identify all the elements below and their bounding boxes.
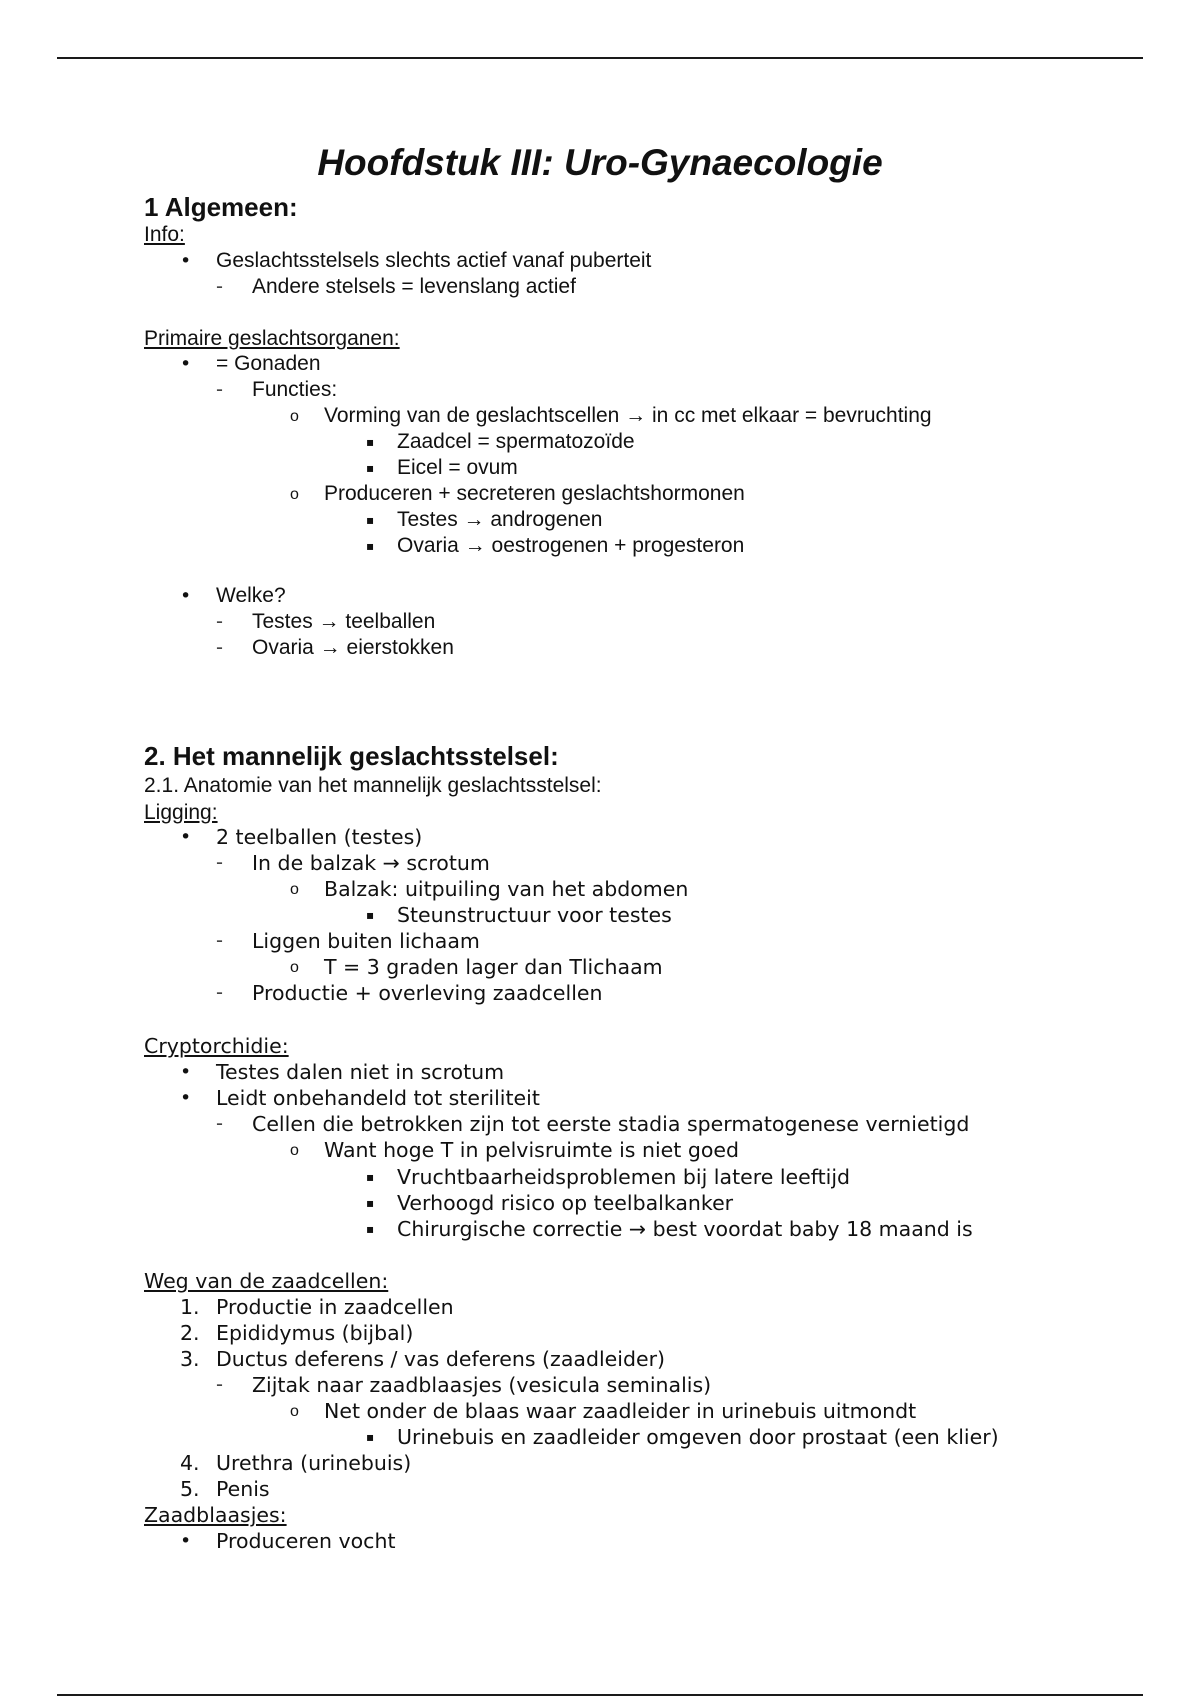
bullet-marker: • xyxy=(180,826,192,848)
bullet-marker: • xyxy=(180,353,192,375)
footer-rule xyxy=(57,1694,1143,1696)
list-item: Ductus deferens / vas deferens (zaadleider) xyxy=(216,1347,666,1371)
list-item: Steunstructuur voor testes xyxy=(397,903,672,927)
list-item: Liggen buiten lichaam xyxy=(252,929,480,953)
list-item: In de balzak → scrotum xyxy=(252,851,490,875)
label-info: Info: xyxy=(144,223,185,246)
list-item: = Gonaden xyxy=(216,352,321,375)
square-marker: ▪ xyxy=(366,908,375,922)
section-heading-mannelijk: 2. Het mannelijk geslachtsstelsel: xyxy=(144,741,559,771)
label-zaadblaasjes: Zaadblaasjes: xyxy=(144,1503,287,1527)
square-marker: ▪ xyxy=(366,435,375,449)
list-item: Testes → androgenen xyxy=(397,508,603,531)
section-heading-algemeen: 1 Algemeen: xyxy=(144,192,298,222)
dash-marker: - xyxy=(216,851,223,874)
list-item: Welke? xyxy=(216,584,286,607)
list-number: 3. xyxy=(180,1347,200,1371)
list-item: Cellen die betrokken zijn tot eerste stadia spermatogenese vernietigd xyxy=(252,1112,970,1136)
list-item: Penis xyxy=(216,1477,270,1501)
list-item: Andere stelsels = levenslang actief xyxy=(252,275,576,298)
circle-marker: o xyxy=(290,1142,299,1159)
list-item: 2 teelballen (testes) xyxy=(216,825,423,849)
label-ligging: Ligging: xyxy=(144,801,218,824)
circle-marker: o xyxy=(290,959,299,976)
dash-marker: - xyxy=(216,981,223,1004)
label-weg-van-de-zaadcellen: Weg van de zaadcellen: xyxy=(144,1269,389,1293)
square-marker: ▪ xyxy=(366,513,375,527)
list-item: Chirurgische correctie → best voordat baby 18 maand is xyxy=(397,1217,973,1241)
list-number: 4. xyxy=(180,1451,200,1475)
list-number: 2. xyxy=(180,1321,200,1345)
circle-marker: o xyxy=(290,408,299,425)
square-marker: ▪ xyxy=(366,539,375,553)
list-item: Ovaria → eierstokken xyxy=(252,636,454,659)
list-item: Vruchtbaarheidsproblemen bij latere leeftijd xyxy=(397,1165,851,1189)
list-item: Vorming van de geslachtscellen → in cc met elkaar = bevruchting xyxy=(324,404,932,427)
list-item: T = 3 graden lager dan Tlichaam xyxy=(324,955,663,979)
list-item: Produceren + secreteren geslachtshormonen xyxy=(324,482,745,505)
dash-marker: - xyxy=(216,378,223,401)
list-item: Eicel = ovum xyxy=(397,456,518,479)
list-item: Verhoogd risico op teelbalkanker xyxy=(397,1191,734,1215)
list-number: 1. xyxy=(180,1295,200,1319)
list-item: Zaadcel = spermatozoïde xyxy=(397,430,635,453)
circle-marker: o xyxy=(290,1403,299,1420)
square-marker: ▪ xyxy=(366,1170,375,1184)
subsection-heading-anatomie: 2.1. Anatomie van het mannelijk geslachtsstelsel: xyxy=(144,774,602,797)
square-marker: ▪ xyxy=(366,1222,375,1236)
page-title: Hoofdstuk III: Uro-Gynaecologie xyxy=(317,142,883,183)
list-number: 5. xyxy=(180,1477,200,1501)
circle-marker: o xyxy=(290,881,299,898)
list-item: Ovaria → oestrogenen + progesteron xyxy=(397,534,745,557)
label-cryptorchidie: Cryptorchidie: xyxy=(144,1034,289,1058)
list-item: Zijtak naar zaadblaasjes (vesicula seminalis) xyxy=(252,1373,712,1397)
list-item: Want hoge T in pelvisruimte is niet goed xyxy=(324,1138,739,1162)
square-marker: ▪ xyxy=(366,1430,375,1444)
list-item: Epididymus (bijbal) xyxy=(216,1321,414,1345)
list-item: Productie + overleving zaadcellen xyxy=(252,981,603,1005)
list-item: Urethra (urinebuis) xyxy=(216,1451,412,1475)
dash-marker: - xyxy=(216,1112,223,1135)
list-item: Testes dalen niet in scrotum xyxy=(216,1060,505,1084)
bullet-marker: • xyxy=(180,250,192,272)
dash-marker: - xyxy=(216,1373,223,1396)
list-item: Produceren vocht xyxy=(216,1529,396,1553)
list-item: Testes → teelballen xyxy=(252,610,436,633)
dash-marker: - xyxy=(216,275,223,298)
bullet-marker: • xyxy=(180,1087,192,1109)
list-item: Urinebuis en zaadleider omgeven door prostaat (een klier) xyxy=(397,1425,999,1449)
list-item: Geslachtsstelsels slechts actief vanaf puberteit xyxy=(216,249,652,272)
bullet-marker: • xyxy=(180,585,192,607)
circle-marker: o xyxy=(290,486,299,503)
list-item: Balzak: uitpuiling van het abdomen xyxy=(324,877,689,901)
header-rule xyxy=(57,57,1143,59)
bullet-marker: • xyxy=(180,1530,192,1552)
list-item: Productie in zaadcellen xyxy=(216,1295,454,1319)
dash-marker: - xyxy=(216,636,223,659)
square-marker: ▪ xyxy=(366,461,375,475)
dash-marker: - xyxy=(216,610,223,633)
dash-marker: - xyxy=(216,929,223,952)
label-primaire-geslachtsorganen: Primaire geslachtsorganen: xyxy=(144,327,400,350)
list-item: Net onder de blaas waar zaadleider in urinebuis uitmondt xyxy=(324,1399,917,1423)
square-marker: ▪ xyxy=(366,1196,375,1210)
list-item: Functies: xyxy=(252,378,338,401)
bullet-marker: • xyxy=(180,1061,192,1083)
list-item: Leidt onbehandeld tot steriliteit xyxy=(216,1086,540,1110)
